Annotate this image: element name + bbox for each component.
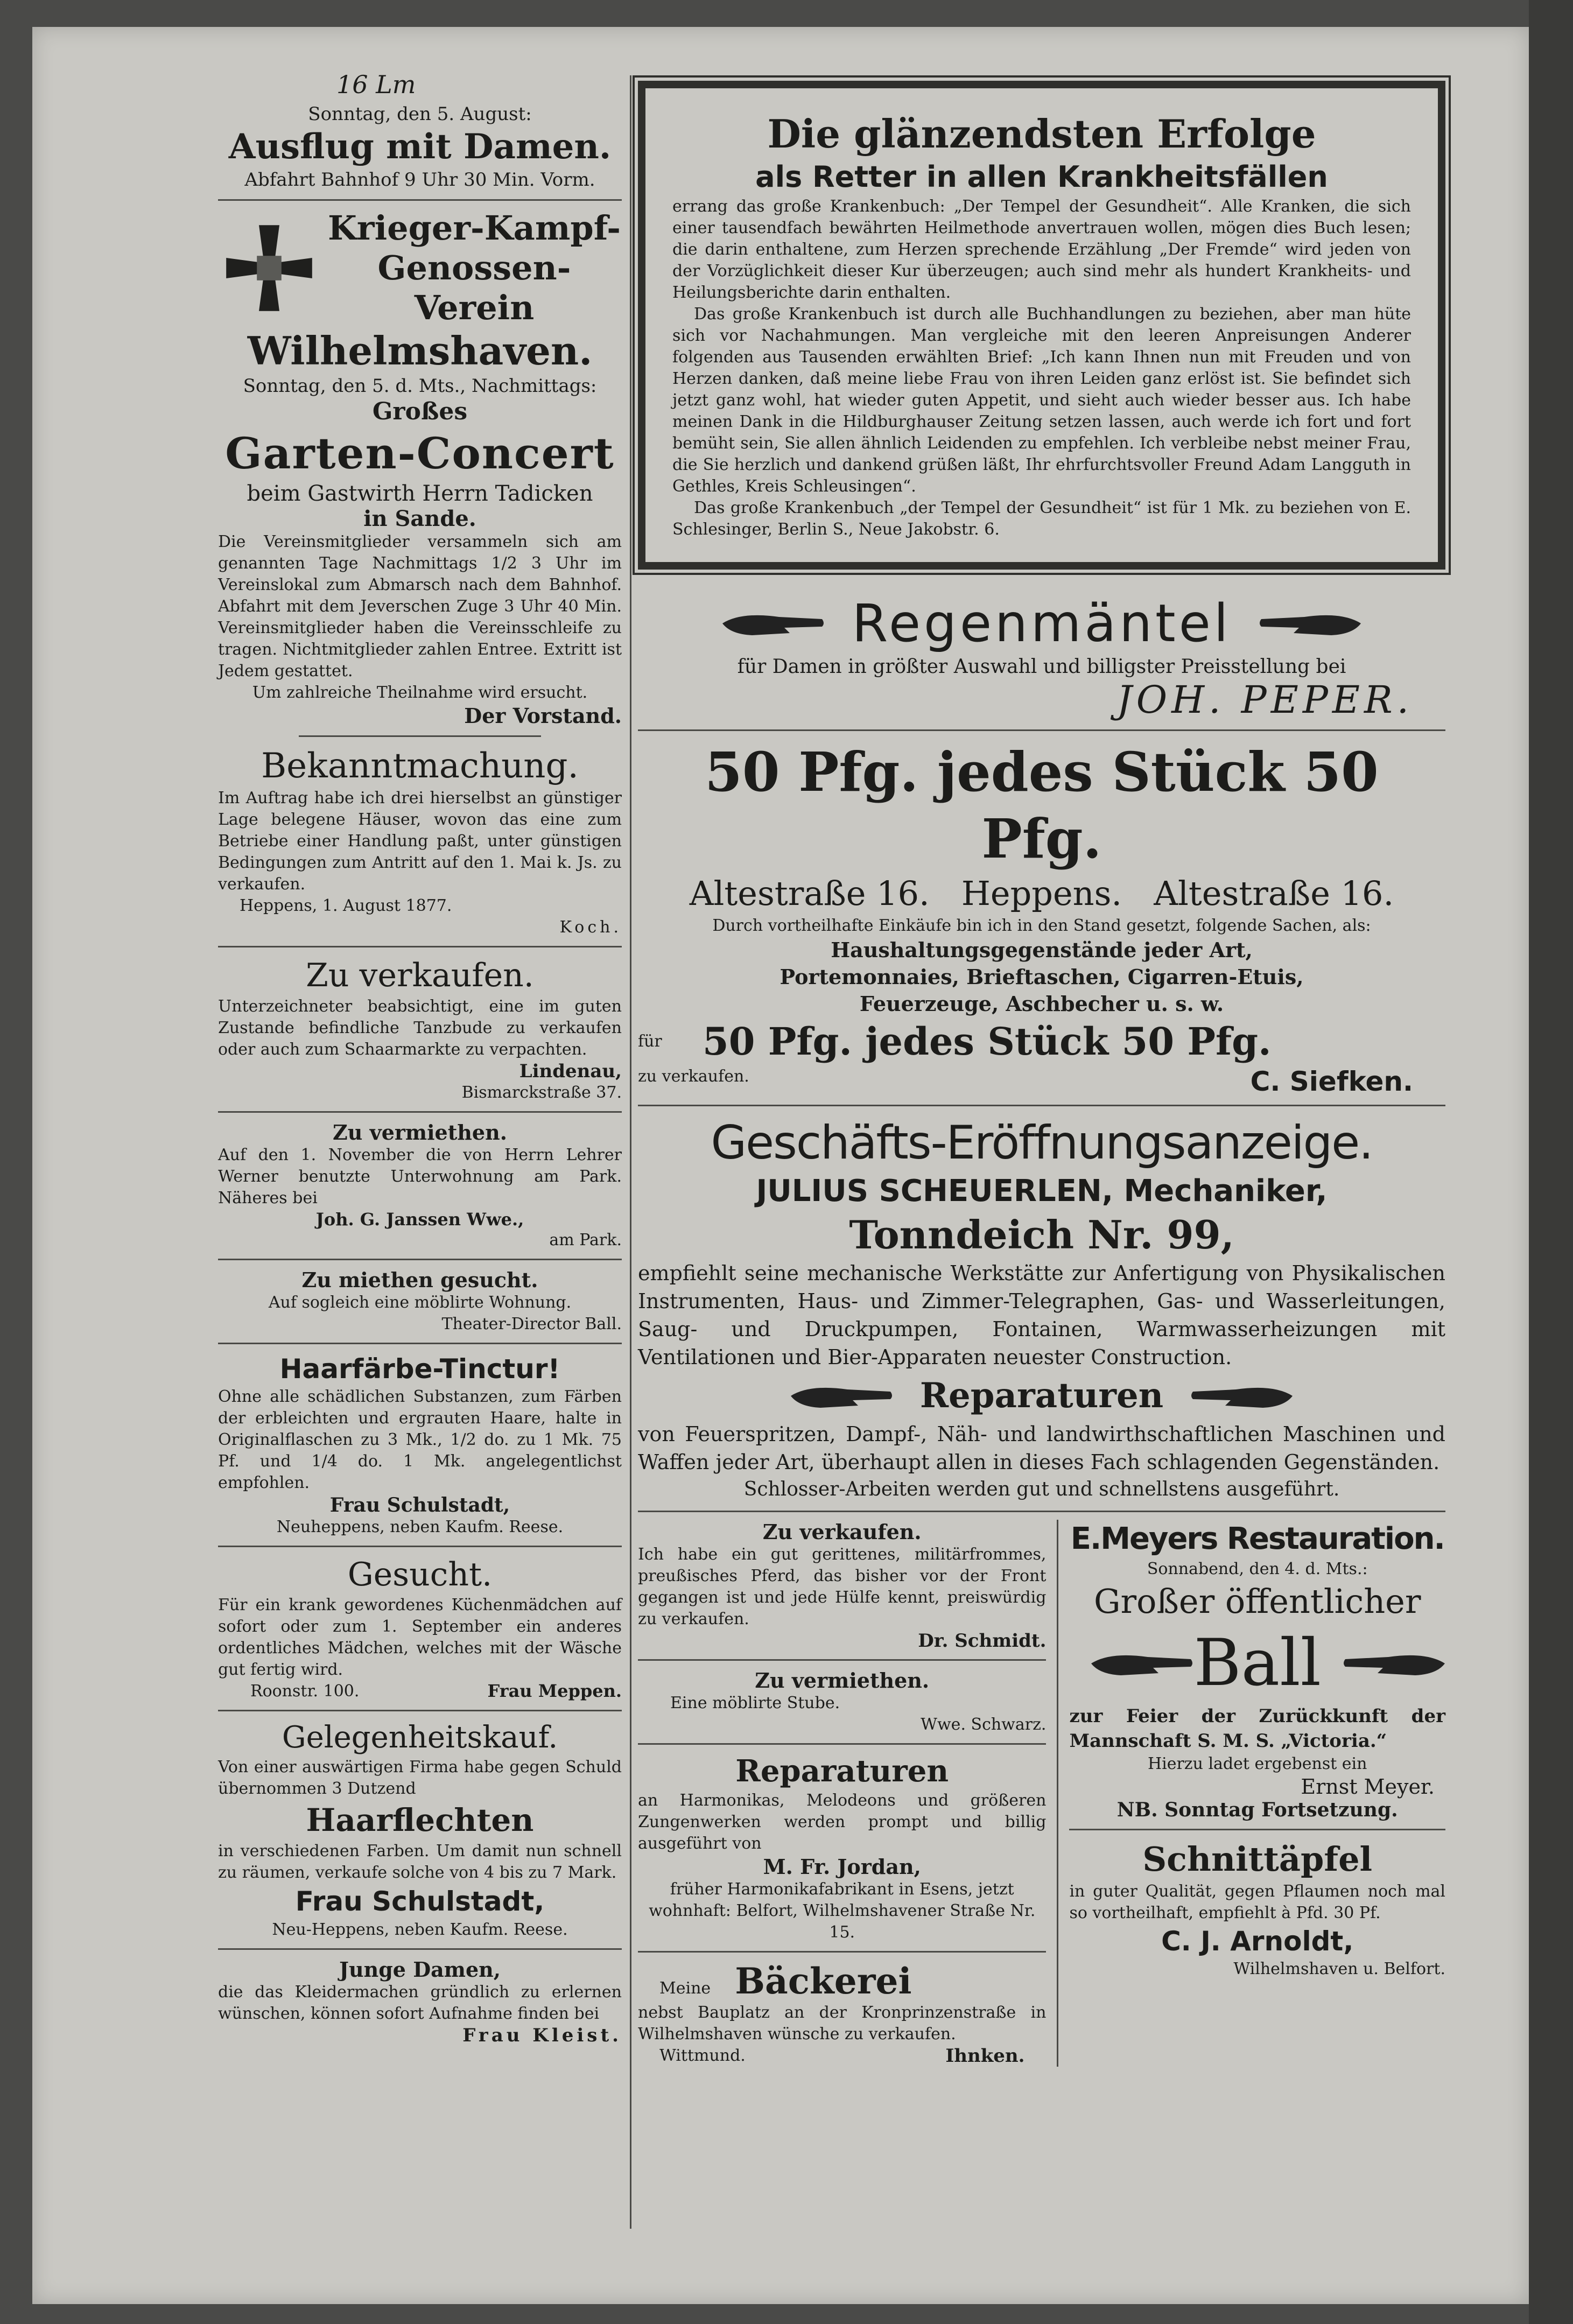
siefken-price-row <box>638 1017 1445 1066</box>
ad-gesucht <box>218 1555 622 1702</box>
siefken-headline: 50 Pfg. jedes Stück 50 Pfg. <box>705 740 1379 870</box>
meyer-body: zur Feier der Zurückkunft der Mannschaft S. M. S. „Victoria.“ <box>1069 1705 1445 1752</box>
divider <box>638 1743 1046 1745</box>
baeckerei-meine: Meine <box>659 1979 711 1998</box>
siefken-sign: C. Siefken. <box>1250 1066 1413 1097</box>
geschaeft-addr: Tonndeich Nr. 99, <box>849 1212 1234 1258</box>
divider <box>218 1343 622 1344</box>
erfolge-p2: Das große Krankenbuch ist durch alle Buchhandlungen zu beziehen, aber man hüte sich vor Nachahmungen. Man vergleiche mit den leeren Anpreisungen Anderer folgenden aus Tausenden erwählten Brief: „Ich kann Ihnen nun mit Freuden und von Herzen danken, daß meine liebe Frau von ihren Leiden ganz erlöst ist. Sie befindet sich jetzt ganz wohl, hat wieder guten Appetit, und sieht auch wieder besser aus. Ich habe meinen Dank in die Hildburghauser Zeitung setzen lassen, auch werde ich fort und fort bemüht sein, Sie allen ähnlich Leidenden zu empfehlen. Ich verbleibe nebst meiner Frau, die Sie herzlich und dankend grüßen läßt, Ihr ehrfurchtsvoller Freund Adam Langguth in Gethles, Kreis Schleusingen“. <box>672 305 1411 496</box>
bottom-left-ads <box>638 1520 1058 2067</box>
ad-stube <box>638 1668 1046 1736</box>
page-spine <box>1529 0 1573 2324</box>
meyer-ball-row <box>1069 1623 1445 1704</box>
krieger-body: Die Vereinsmitglieder versammeln sich am genannten Tage Nachmittags 1/2 3 Uhr im Vereinslokal zum Abmarsch nach dem Bahnhof. Abfahrt mit dem Jeverschen Zuge 3 Uhr 40 Min. Vereinsmitglieder haben die Vereinsschleife zu tragen. Nichtmitglieder zahlen Entree. Extritt ist Jedem gestattet. <box>218 532 622 680</box>
ad-miethen <box>218 1268 622 1335</box>
ad-gelegenheit <box>218 1719 622 1941</box>
krieger-line1: Krieger-Kampf- <box>328 208 621 248</box>
krieger-header <box>218 208 622 328</box>
vermiethen-body: Auf den 1. November die von Herrn Lehrer Werner benutzte Unterwohnung am Park. Näheres bei <box>218 1146 622 1207</box>
pointing-hand-right-icon <box>788 1380 896 1412</box>
erfolge-p3: Das große Krankenbuch „der Tempel der Gesundheit“ ist für 1 Mk. zu beziehen von E. Schlesinger, Berlin S., Neue Jakobstr. 6. <box>672 498 1411 539</box>
divider <box>299 735 541 737</box>
pointing-hand-right-icon <box>720 607 827 640</box>
bekannt-sign: Koch. <box>559 918 622 937</box>
handwritten-note: 16 Lm <box>336 70 416 99</box>
divider <box>638 1659 1046 1661</box>
siefken-fuer: für <box>638 1032 662 1051</box>
arnoldt-name: C. J. Arnoldt, <box>1161 1926 1354 1957</box>
ad-haarfarbe <box>218 1352 622 1538</box>
vermiethen-name: Joh. G. Janssen Wwe., <box>315 1209 524 1230</box>
column-divider <box>630 75 631 2229</box>
krieger-date: Sonntag, den 5. d. Mts., Nachmittags: <box>243 375 597 397</box>
ausflug-date: Sonntag, den 5. August: <box>308 103 532 125</box>
haarfarbe-body: Ohne alle schädlichen Substanzen, zum Färben der erbleichten und ergrauten Haare, halte in Originalflaschen zu 3 Mk., 1/2 do. zu 1 Mk. 75 Pf. und 1/4 do. 1 Mk. angelegentlichst empfohlen. <box>218 1387 622 1492</box>
left-column <box>218 70 622 2046</box>
bekannt-body: Im Auftrag habe ich drei hierselbst an günstiger Lage belegene Häuser, wovon das eine zum Betriebe einer Handlung paßt, unter günstigen Bedingungen zum Antritt auf den 1. Mai k. Js. zu verkaufen. <box>218 789 622 894</box>
siefken-items2: Portemonnaies, Brieftaschen, Cigarren-Etuis, <box>780 965 1304 989</box>
baeckerei-header <box>638 1960 1046 2002</box>
meyer-ball: Ball <box>1193 1626 1321 1701</box>
divider <box>638 729 1445 731</box>
divider <box>218 1259 622 1260</box>
vermiethen-title: Zu vermiethen. <box>333 1120 507 1145</box>
gelegenheit-body2: in verschiedenen Farben. Um damit nun schnell zu räumen, verkaufe solche von 4 bis zu 7 Mark. <box>218 1842 622 1882</box>
meyer-title: E.Meyers Restauration. <box>1070 1521 1444 1556</box>
baeckerei-sign: Ihnken. <box>945 2045 1025 2067</box>
geschaeft-body: empfiehlt seine mechanische Werkstätte zur Anfertigung von Physikalischen Instrumenten, Haus- und Zimmer-Telegraphen, Gas- und Wasserleitungen, Saug- und Druckpumpen, Fontainen, Warmwasserheizungen mit Ventilationen und Bier-Apparaten neuester Construction. <box>638 1261 1445 1369</box>
geschaeft-rep-row <box>638 1375 1445 1416</box>
stube-sign: Wwe. Schwarz. <box>921 1715 1047 1734</box>
ausflug-depart: Abfahrt Bahnhof 9 Uhr 30 Min. Vorm. <box>244 169 595 191</box>
miethen-sign: Theater-Director Ball. <box>441 1315 622 1333</box>
geschaeft-rep: Reparaturen <box>919 1375 1164 1416</box>
pferd-body: Ich habe ein gut gerittenes, militärfrommes, preußisches Pferd, das bisher vor der Front gegangen ist und jede Hülfe kennt, preiswürdig zu verkaufen. <box>638 1545 1047 1628</box>
iron-cross-icon <box>218 217 320 319</box>
jordan-addr: früher Harmonikafabrikant in Esens, jetzt wohnhaft: Belfort, Wilhelmshavener Straße Nr. 15. <box>649 1880 1036 1942</box>
gelegenheit-title: Gelegenheitskauf. <box>282 1720 558 1755</box>
erfolge-subtitle: als Retter in allen Krankheitsfällen <box>755 160 1328 194</box>
divider <box>218 1111 622 1113</box>
verkaufen-addr: Bismarckstraße 37. <box>461 1083 622 1102</box>
ad-regenmaentel <box>638 591 1445 722</box>
ad-damen <box>218 1957 622 2046</box>
ad-erfolge <box>638 81 1445 570</box>
baeckerei-place: Wittmund. <box>659 2046 746 2065</box>
regen-name: JOH. PEPER. <box>1116 678 1413 722</box>
damen-body: die das Kleidermachen gründlich zu erlernen wünschen, können sofort Aufnahme finden bei <box>218 1983 622 2023</box>
bottom-ads <box>638 1520 1445 2067</box>
erfolge-p1: errang das große Krankenbuch: „Der Tempel der Gesundheit“. Alle Kranken, die sich einer tausendfach bewährten Heilmethode anvertrauen wollen, mögen dies Buch lesen; die darin enthaltene, zum Herzen sprechende Erzählung „Der Fremde“ wird jeden von der Vorzüglichkeit dieser Kur überzeugen; auch sind mehr als hundert Krankheits- und Heilungsberichte darin enthalten. <box>672 197 1411 302</box>
bekannt-date: Heppens, 1. August 1877. <box>240 896 452 915</box>
krieger-where1: beim Gastwirth Herrn Tadicken <box>247 481 593 506</box>
divider <box>638 1105 1445 1106</box>
ad-arnoldt <box>1069 1838 1445 1980</box>
pferd-sign: Dr. Schmidt. <box>918 1630 1047 1652</box>
siefken-price: 50 Pfg. jedes Stück 50 Pfg. <box>703 1019 1272 1064</box>
geschaeft-name: JULIUS SCHEUERLEN, Mechaniker, <box>756 1174 1328 1209</box>
divider <box>638 1951 1046 1953</box>
ad-meyer <box>1069 1520 1445 1821</box>
damen-title: Junge Damen, <box>339 1957 501 1982</box>
arnoldt-body: in guter Qualität, gegen Pflaumen noch mal so vortheilhaft, empfiehlt à Pfd. 30 Pf. <box>1069 1882 1445 1922</box>
gelegenheit-name: Frau Schulstadt, <box>295 1886 545 1917</box>
haarfarbe-name: Frau Schulstadt, <box>329 1494 510 1516</box>
meyer-line: Großer öffentlicher <box>1093 1582 1421 1621</box>
siefken-addr: Altestraße 16. Heppens. Altestraße 16. <box>689 874 1394 913</box>
ad-siefken <box>638 739 1445 1097</box>
arnoldt-addr: Wilhelmshaven u. Belfort. <box>1233 1960 1445 1978</box>
baeckerei-footer <box>638 2045 1046 2067</box>
meyer-date: Sonnabend, den 4. d. Mts.: <box>1147 1560 1368 1578</box>
krieger-line3: Wilhelmshaven. <box>247 328 593 374</box>
krieger-concert: Garten-Concert <box>225 428 615 479</box>
ad-vermiethen <box>218 1120 622 1251</box>
ad-geschaeft <box>638 1114 1445 1503</box>
krieger-line2: Genossen-Verein <box>377 248 571 327</box>
meyer-nb: NB. Sonntag Fortsetzung. <box>1116 1799 1398 1821</box>
geschaeft-title: Geschäfts-Eröffnungsanzeige. <box>711 1116 1373 1170</box>
jordan-title: Reparaturen <box>735 1753 949 1789</box>
haarfarbe-title: Haarfärbe-Tinctur! <box>279 1353 560 1385</box>
stube-title: Zu vermiethen. <box>755 1668 930 1693</box>
gelegenheit-item: Haarflechten <box>306 1802 534 1838</box>
divider <box>218 1948 622 1950</box>
siefken-intro: Durch vortheilhafte Einkäufe bin ich in den Stand gesetzt, folgende Sachen, als: <box>712 916 1371 935</box>
regen-header <box>638 591 1445 656</box>
gesucht-title: Gesucht. <box>347 1556 493 1593</box>
siefken-zuverk: zu verkaufen. <box>638 1067 749 1086</box>
gesucht-name: Frau Meppen. <box>487 1681 622 1701</box>
krieger-where2: in Sande. <box>363 506 476 531</box>
arnoldt-title: Schnittäpfel <box>1142 1839 1373 1879</box>
siefken-footer <box>638 1066 1445 1097</box>
baeckerei-title: Bäckerei <box>735 1960 912 2002</box>
pointing-hand-left-icon <box>1188 1380 1295 1412</box>
ausflug-title: Ausflug mit Damen. <box>228 127 612 167</box>
ad-bekanntmachung <box>218 745 622 938</box>
verkaufen-title: Zu verkaufen. <box>306 957 534 994</box>
gesucht-addr: Roonstr. 100. <box>250 1682 360 1701</box>
krieger-sign: Der Vorstand. <box>464 704 622 728</box>
divider <box>218 199 622 201</box>
krieger-grosses: Großes <box>372 398 468 425</box>
ad-jordan <box>638 1752 1046 1943</box>
verkaufen-body: Unterzeichneter beabsichtigt, eine im guten Zustande befindliche Tanzbude zu verkaufen oder auch zum Schaarmarkte zu verpachten. <box>218 997 622 1059</box>
pointing-hand-left-icon <box>1340 1647 1426 1680</box>
ad-baeckerei <box>638 1960 1046 2067</box>
geschaeft-schloss: Schlosser-Arbeiten werden gut und schnellstens ausgeführt. <box>743 1478 1340 1500</box>
krieger-request: Um zahlreiche Theilnahme wird ersucht. <box>252 683 588 702</box>
pointing-hand-left-icon <box>1256 607 1364 640</box>
vermiethen-addr: am Park. <box>549 1231 622 1249</box>
divider <box>218 1710 622 1711</box>
haarfarbe-addr: Neuheppens, neben Kaufm. Reese. <box>276 1518 564 1536</box>
ad-krieger <box>218 208 622 728</box>
jordan-name: M. Fr. Jordan, <box>763 1855 921 1879</box>
stube-body: Eine möblirte Stube. <box>670 1694 840 1712</box>
gesucht-body: Für ein krank gewordenes Küchenmädchen auf sofort oder zum 1. September ein anderes ordentliches Mädchen, welches mit der Wäsche gut fertig wird. <box>218 1596 622 1679</box>
gelegenheit-addr: Neu-Heppens, neben Kaufm. Reese. <box>272 1920 568 1939</box>
bekannt-title: Bekanntmachung. <box>261 746 579 786</box>
gelegenheit-body1: Von einer auswärtigen Firma habe gegen Schuld übernommen 3 Dutzend <box>218 1758 622 1798</box>
meyer-invite: Hierzu ladet ergebenst ein <box>1147 1754 1367 1773</box>
ad-verkaufen <box>218 955 622 1104</box>
meyer-name: Ernst Meyer. <box>1301 1775 1435 1799</box>
divider <box>218 1546 622 1547</box>
right-column <box>638 70 1445 2067</box>
divider <box>638 1511 1445 1512</box>
gesucht-footer <box>218 1681 622 1702</box>
baeckerei-body: nebst Bauplatz an der Kronprinzenstraße in Wilhelmshaven wünsche zu verkaufen. <box>638 2003 1047 2044</box>
pointing-hand-right-icon <box>1089 1647 1175 1680</box>
bottom-right-ads <box>1058 1520 1445 2067</box>
jordan-body: an Harmonikas, Melodeons und größeren Zungenwerken werden prompt und billig ausgeführt von <box>638 1791 1047 1853</box>
damen-sign: Frau Kleist. <box>462 2025 622 2046</box>
ad-pferd <box>638 1520 1046 1652</box>
divider <box>218 946 622 947</box>
miethen-title: Zu miethen gesucht. <box>301 1268 538 1292</box>
regen-line: für Damen in größter Auswahl und billigster Preisstellung bei <box>737 656 1346 678</box>
verkaufen-name: Lindenau, <box>519 1061 622 1082</box>
pferd-title: Zu verkaufen. <box>762 1520 922 1544</box>
siefken-items1: Haushaltungsgegenstände jeder Art, <box>831 938 1253 962</box>
divider <box>1069 1829 1445 1830</box>
regen-title: Regenmäntel <box>852 593 1232 654</box>
ad-ausflug <box>218 102 622 192</box>
geschaeft-body2: von Feuerspritzen, Dampf-, Näh- und landwirthschaftlichen Maschinen und Waffen jeder Art, überhaupt allen in dieses Fach schlagenden Gegenständen. <box>638 1422 1445 1474</box>
miethen-body: Auf sogleich eine möblirte Wohnung. <box>268 1293 572 1312</box>
erfolge-title: Die glänzendsten Erfolge <box>767 111 1316 157</box>
siefken-items3: Feuerzeuge, Aschbecher u. s. w. <box>859 992 1224 1016</box>
